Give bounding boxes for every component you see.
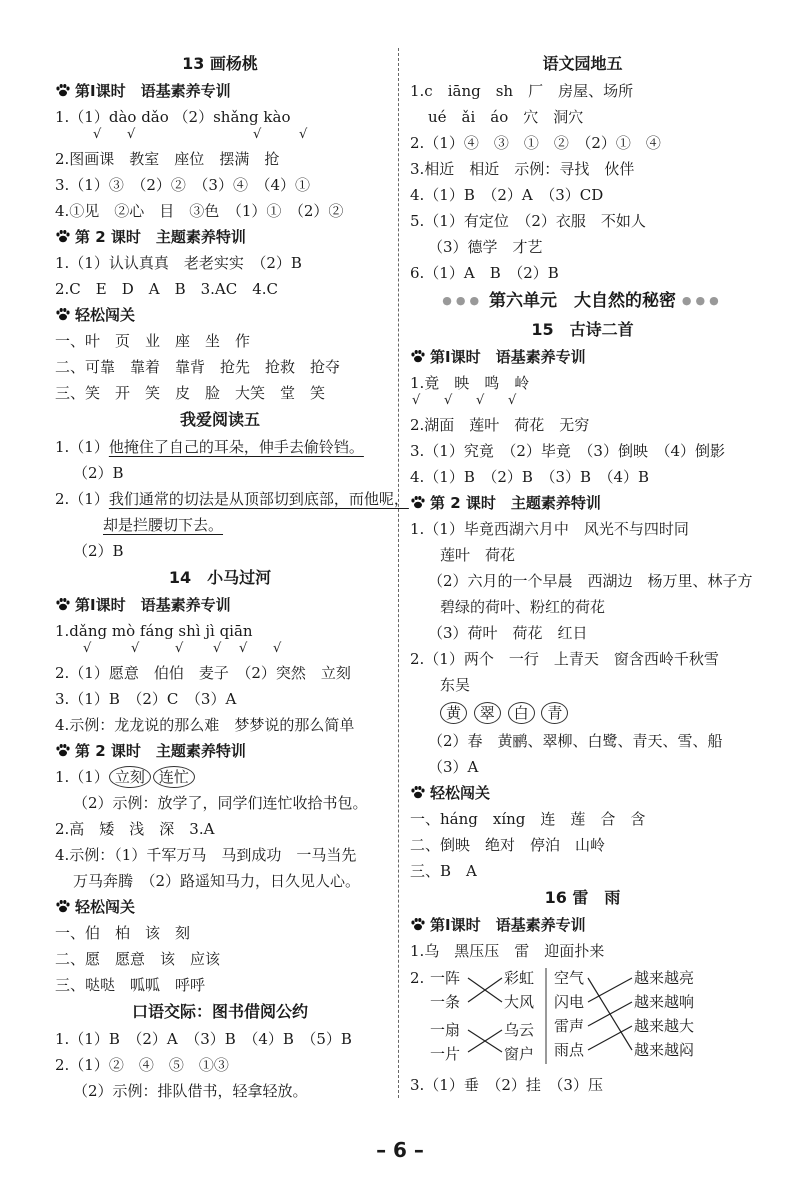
answer-line: 4.（1）B （2）B （3）B （4）B xyxy=(410,468,650,486)
answer-line: ué ǎi áo 穴 洞穴 xyxy=(428,108,584,126)
check-mark: √ xyxy=(83,641,92,656)
paw-icon xyxy=(410,785,426,799)
answer-line: 2.（1）两个 一行 上青天 窗含西岭千秋雪 xyxy=(410,650,719,668)
answer-line: 3.（1）③ （2）② （3）④ （4）① xyxy=(55,176,310,194)
answer-line: 1.（1） 立刻 连忙 xyxy=(55,764,385,790)
check-mark: √ xyxy=(273,641,282,656)
right-column xyxy=(410,50,755,1098)
check-mark: √ xyxy=(213,641,222,656)
match-item: 越来越大 xyxy=(634,1017,695,1035)
section-heading: 第Ⅰ课时 语基素养专训 xyxy=(55,592,385,618)
check-mark: √ xyxy=(175,641,184,656)
answer-line: （2）示例：放学了，同学们连忙收拾书包。 xyxy=(73,794,368,812)
answer-line: 4.示例：（1）千军万马 马到成功 一马当先 xyxy=(55,846,357,864)
answer-line: 三、B A xyxy=(410,862,477,880)
matching-exercise xyxy=(410,964,755,1072)
answer-line: 5.（1）有定位 （2）衣服 不如人 xyxy=(410,212,646,230)
question-number: 2. xyxy=(410,969,425,987)
match-line xyxy=(588,1026,632,1050)
check-mark: √ xyxy=(476,393,485,408)
check-marks xyxy=(410,393,755,412)
lesson-16-title: 16 雷 雨 xyxy=(544,888,621,907)
dots-decoration: ●●● xyxy=(681,294,723,307)
answer-line: （2）B xyxy=(73,464,124,482)
answer-line: 三、笑 开 笑 皮 脸 大笑 堂 笑 xyxy=(55,384,326,402)
answer-line: （2）B xyxy=(73,542,124,560)
answer-line: 一、háng xíng 连 莲 合 含 xyxy=(410,810,646,828)
answer-line: 二、倒映 绝对 停泊 山岭 xyxy=(410,836,606,854)
check-mark: √ xyxy=(239,641,248,656)
page-number: – 6 – xyxy=(376,1138,424,1162)
answer-line: 1.（1）B （2）A （3）B （4）B （5）B xyxy=(55,1030,352,1048)
check-mark: √ xyxy=(127,127,136,142)
answer-line: 3.（1）究竟 （2）毕竟 （3）倒映 （4）倒影 xyxy=(410,442,725,460)
answer-line: 2.（1）愿意 伯伯 麦子 （2）突然 立刻 xyxy=(55,664,351,682)
answer-line: （3）德学 才艺 xyxy=(428,238,543,256)
check-marks xyxy=(55,127,385,146)
match-item: 闪电 xyxy=(554,993,585,1011)
answer-line: 一、叶 页 业 座 坐 作 xyxy=(55,332,251,350)
match-item: 雨点 xyxy=(554,1041,585,1059)
answer-line: 2.C E D A B 3.AC 4.C xyxy=(55,280,279,298)
match-line xyxy=(588,978,632,1002)
paw-icon xyxy=(410,349,426,363)
circled-character: 白 xyxy=(508,702,535,724)
answer-line: （3）A xyxy=(428,758,479,776)
paw-icon xyxy=(55,83,71,97)
section-heading: 第 2 课时 主题素养特训 xyxy=(55,224,385,250)
answer-line: 4.①见 ②心 目 ③色 （1）① （2）② xyxy=(55,202,344,220)
answer-line: 2.图画课 教室 座位 摆满 抢 xyxy=(55,150,280,168)
paw-icon xyxy=(55,899,71,913)
match-line xyxy=(588,1002,632,1026)
oral-title: 口语交际：图书借阅公约 xyxy=(131,1002,308,1021)
answer-line: 碧绿的荷叶、粉红的荷花 xyxy=(440,598,606,616)
lesson-13-title: 13 画杨桃 xyxy=(182,54,258,73)
answer-line: （3）荷叶 荷花 红日 xyxy=(428,624,588,642)
section-heading: 第 2 课时 主题素养特训 xyxy=(410,490,755,516)
match-item: 彩虹 xyxy=(504,969,535,987)
answer-line: 2.（1）② ④ ⑤ ①③ xyxy=(55,1056,229,1074)
answer-line: 万马奔腾 （2）路遥知马力，日久见人心。 xyxy=(73,872,361,890)
answer-line: 2.（1）④ ③ ① ② （2）① ④ xyxy=(410,134,661,152)
section-heading: 第Ⅰ课时 语基素养专训 xyxy=(410,912,755,938)
dots-decoration: ●●● xyxy=(442,294,484,307)
answer-line: 1.（1）认认真真 老老实实 （2）B xyxy=(55,254,302,272)
answer-line: （2）示例：排队借书，轻拿轻放。 xyxy=(73,1082,308,1100)
answer-line: 莲叶 荷花 xyxy=(440,546,516,564)
match-item: 越来越亮 xyxy=(634,969,695,987)
answer-line: 4.示例：龙龙说的那么难 梦梦说的那么简单 xyxy=(55,716,355,734)
answer-line: 一、伯 柏 该 刻 xyxy=(55,924,191,942)
answer-line: 1.（1）dào dǎo （2）shǎng kào xyxy=(55,108,291,126)
match-item: 一条 xyxy=(430,993,461,1011)
answer-line: 3.（1）垂 （2）挂 （3）压 xyxy=(410,1076,603,1094)
answer-line: 6.（1）A B （2）B xyxy=(410,264,559,282)
answer-line: 东吴 xyxy=(440,676,471,694)
section-heading: 轻松闯关 xyxy=(410,780,755,806)
answer-line: 2.（1）我们通常的切法是从顶部切到底部，而他呢， xyxy=(55,490,409,508)
section-heading: 第Ⅰ课时 语基素养专训 xyxy=(410,344,755,370)
answer-line: 1.dǎng mò fáng shì jì qiān xyxy=(55,622,253,640)
answer-line: 却是拦腰切下去。 xyxy=(103,516,224,534)
answer-line: 3.（1）B （2）C （3）A xyxy=(55,690,237,708)
answer-line: 三、哒哒 呱呱 呼呼 xyxy=(55,976,206,994)
circled-characters xyxy=(410,698,755,728)
match-item: 一片 xyxy=(430,1045,461,1063)
check-mark: √ xyxy=(131,641,140,656)
circled-character: 黄 xyxy=(440,702,467,724)
answer-line: 2.湖面 莲叶 荷花 无穷 xyxy=(410,416,590,434)
paw-icon xyxy=(410,917,426,931)
check-mark: √ xyxy=(93,127,102,142)
paw-icon xyxy=(410,495,426,509)
match-item: 雷声 xyxy=(554,1017,585,1035)
section-heading: 第 2 课时 主题素养特训 xyxy=(55,738,385,764)
answer-line: 二、可靠 靠着 靠背 抢先 抢救 抢夺 xyxy=(55,358,341,376)
answer-line: （2）春 黄鹂、翠柳、白鹭、青天、雪、船 xyxy=(428,732,723,750)
answer-line: 2.高 矮 浅 深 3.A xyxy=(55,820,215,838)
answer-line: 1.乌 黑压压 雷 迎面扑来 xyxy=(410,942,605,960)
answer-line: 4.（1）B （2）A （3）CD xyxy=(410,186,604,204)
match-item: 窗户 xyxy=(504,1045,535,1063)
section-heading: 轻松闯关 xyxy=(55,302,385,328)
match-item: 空气 xyxy=(554,969,585,987)
answer-line: 1.（1）毕竟西湖六月中 风光不与四时同 xyxy=(410,520,689,538)
circled-word: 立刻 xyxy=(109,766,151,788)
match-item: 越来越闷 xyxy=(634,1041,695,1059)
check-mark: √ xyxy=(508,393,517,408)
reading-5-title: 我爱阅读五 xyxy=(179,410,260,429)
answer-line: 1.c iāng sh 厂 房屋、场所 xyxy=(410,82,634,100)
check-mark: √ xyxy=(253,127,262,142)
lesson-15-title: 15 古诗二首 xyxy=(531,320,634,339)
paw-icon xyxy=(55,597,71,611)
section-heading: 第Ⅰ课时 语基素养专训 xyxy=(55,78,385,104)
circled-character: 翠 xyxy=(474,702,501,724)
yuwen-yuandi-title: 语文园地五 xyxy=(542,54,623,73)
answer-line: 3.相近 相近 示例：寻找 伙伴 xyxy=(410,160,635,178)
answer-line: （2）六月的一个早晨 西湖边 杨万里、林子方 xyxy=(428,572,753,590)
paw-icon xyxy=(55,229,71,243)
match-item: 越来越响 xyxy=(634,993,695,1011)
lesson-14-title: 14 小马过河 xyxy=(168,568,272,587)
check-mark: √ xyxy=(299,127,308,142)
match-item: 一扇 xyxy=(430,1021,461,1039)
column-divider xyxy=(398,48,399,1098)
match-item: 乌云 xyxy=(504,1021,535,1039)
answer-line: 二、愿 愿意 该 应该 xyxy=(55,950,221,968)
check-marks xyxy=(55,641,385,660)
check-mark: √ xyxy=(444,393,453,408)
paw-icon xyxy=(55,743,71,757)
answer-line: 1.竟 映 鸣 岭 xyxy=(410,374,530,392)
match-item: 大风 xyxy=(504,993,535,1011)
unit-6-title: ●●● 第六单元 大自然的秘密 ●●● xyxy=(442,291,723,311)
left-column xyxy=(55,50,409,1104)
section-heading: 轻松闯关 xyxy=(55,894,385,920)
paw-icon xyxy=(55,307,71,321)
check-mark: √ xyxy=(412,393,421,408)
match-item: 一阵 xyxy=(430,969,461,987)
circled-character: 青 xyxy=(541,702,568,724)
circled-word: 连忙 xyxy=(153,766,195,788)
answer-line: 1.（1）他掩住了自己的耳朵，伸手去偷铃铛。 xyxy=(55,438,364,456)
